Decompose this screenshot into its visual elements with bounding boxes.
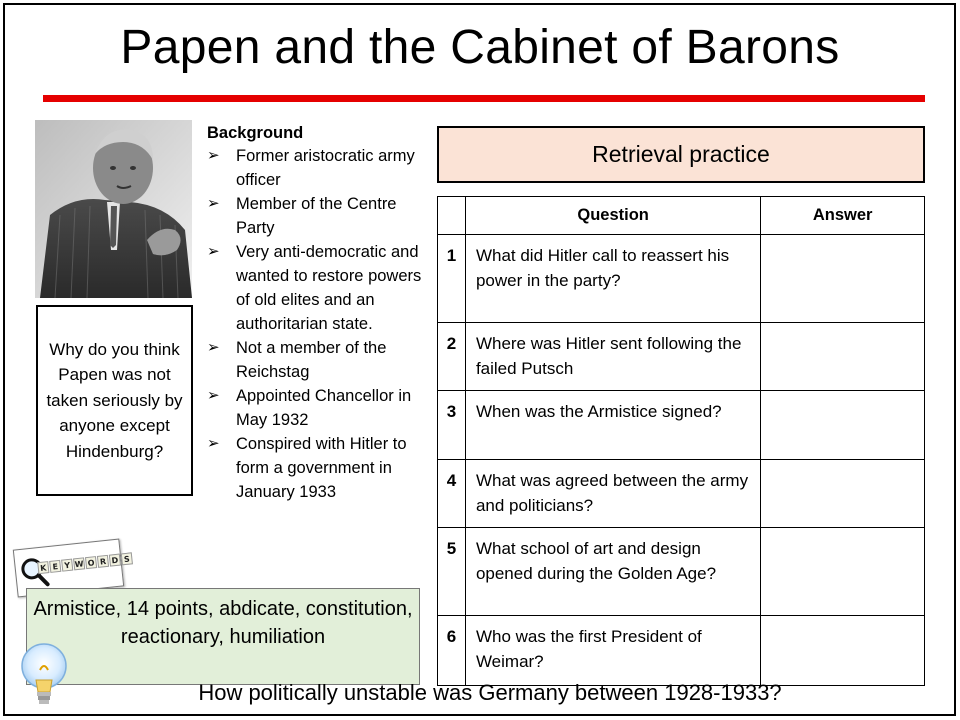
background-item: ➢ Member of the Centre Party bbox=[207, 192, 427, 240]
table-header-row bbox=[438, 197, 925, 235]
question-cell: Where was Hitler sent following the failed Putsch bbox=[465, 323, 760, 391]
background-item: ➢ Former aristocratic army officer bbox=[207, 144, 427, 192]
header-number bbox=[438, 197, 466, 235]
question-cell: What was agreed between the army and politicians? bbox=[465, 460, 760, 528]
answer-cell[interactable] bbox=[761, 323, 925, 391]
background-item: ➢ Very anti-democratic and wanted to restore powers of old elites and an authoritarian state. bbox=[207, 240, 427, 336]
background-list bbox=[207, 144, 427, 504]
keywords-list: Armistice, 14 points, abdicate, constitution, reactionary, humiliation bbox=[33, 598, 413, 648]
answer-cell[interactable] bbox=[761, 235, 925, 323]
table-row bbox=[438, 460, 925, 528]
question-number: 1 bbox=[438, 235, 466, 323]
table-row bbox=[438, 528, 925, 616]
background-item: ➢ Not a member of the Reichstag bbox=[207, 336, 427, 384]
table-row bbox=[438, 391, 925, 460]
question-cell: What school of art and design opened during the Golden Age? bbox=[465, 528, 760, 616]
arrow-bullet-icon: ➢ bbox=[207, 147, 220, 164]
answer-cell[interactable] bbox=[761, 528, 925, 616]
question-cell: When was the Armistice signed? bbox=[465, 391, 760, 460]
question-number: 2 bbox=[438, 323, 466, 391]
arrow-bullet-icon: ➢ bbox=[207, 387, 220, 404]
keywords-letter-tiles: K E Y W O R D S bbox=[37, 552, 133, 574]
question-cell: What did Hitler call to reassert his power in the party? bbox=[465, 235, 760, 323]
background-heading: Background bbox=[207, 124, 304, 142]
question-number: 6 bbox=[438, 616, 466, 686]
retrieval-table bbox=[437, 196, 925, 686]
background-item: ➢ Appointed Chancellor in May 1932 bbox=[207, 384, 427, 432]
answer-cell[interactable] bbox=[761, 616, 925, 686]
keywords-box bbox=[26, 588, 420, 685]
retrieval-practice-header bbox=[437, 126, 925, 183]
arrow-bullet-icon: ➢ bbox=[207, 243, 220, 260]
header-question: Question bbox=[465, 197, 760, 235]
question-cell: Who was the first President of Weimar? bbox=[465, 616, 760, 686]
table-row bbox=[438, 323, 925, 391]
question-number: 3 bbox=[438, 391, 466, 460]
answer-cell[interactable] bbox=[761, 391, 925, 460]
table-row bbox=[438, 616, 925, 686]
retrieval-practice-title: Retrieval practice bbox=[592, 141, 770, 167]
thinking-question-text: Why do you think Papen was not taken seriously by anyone except Hindenburg? bbox=[46, 339, 183, 461]
slide-title: Papen and the Cabinet of Barons bbox=[120, 21, 840, 74]
question-number: 4 bbox=[438, 460, 466, 528]
title-underline bbox=[43, 95, 925, 102]
question-number: 5 bbox=[438, 528, 466, 616]
arrow-bullet-icon: ➢ bbox=[207, 195, 220, 212]
background-item: ➢ Conspired with Hitler to form a government in January 1933 bbox=[207, 432, 427, 504]
background-section bbox=[207, 122, 427, 504]
thinking-question-box bbox=[36, 305, 193, 496]
answer-cell[interactable] bbox=[761, 460, 925, 528]
lesson-enquiry-question: How politically unstable was Germany between 1928-1933? bbox=[198, 680, 782, 705]
header-answer: Answer bbox=[761, 197, 925, 235]
portrait-photo bbox=[35, 120, 192, 298]
table-row bbox=[438, 235, 925, 323]
arrow-bullet-icon: ➢ bbox=[207, 339, 220, 356]
portrait-icon bbox=[35, 120, 192, 298]
arrow-bullet-icon: ➢ bbox=[207, 435, 220, 452]
